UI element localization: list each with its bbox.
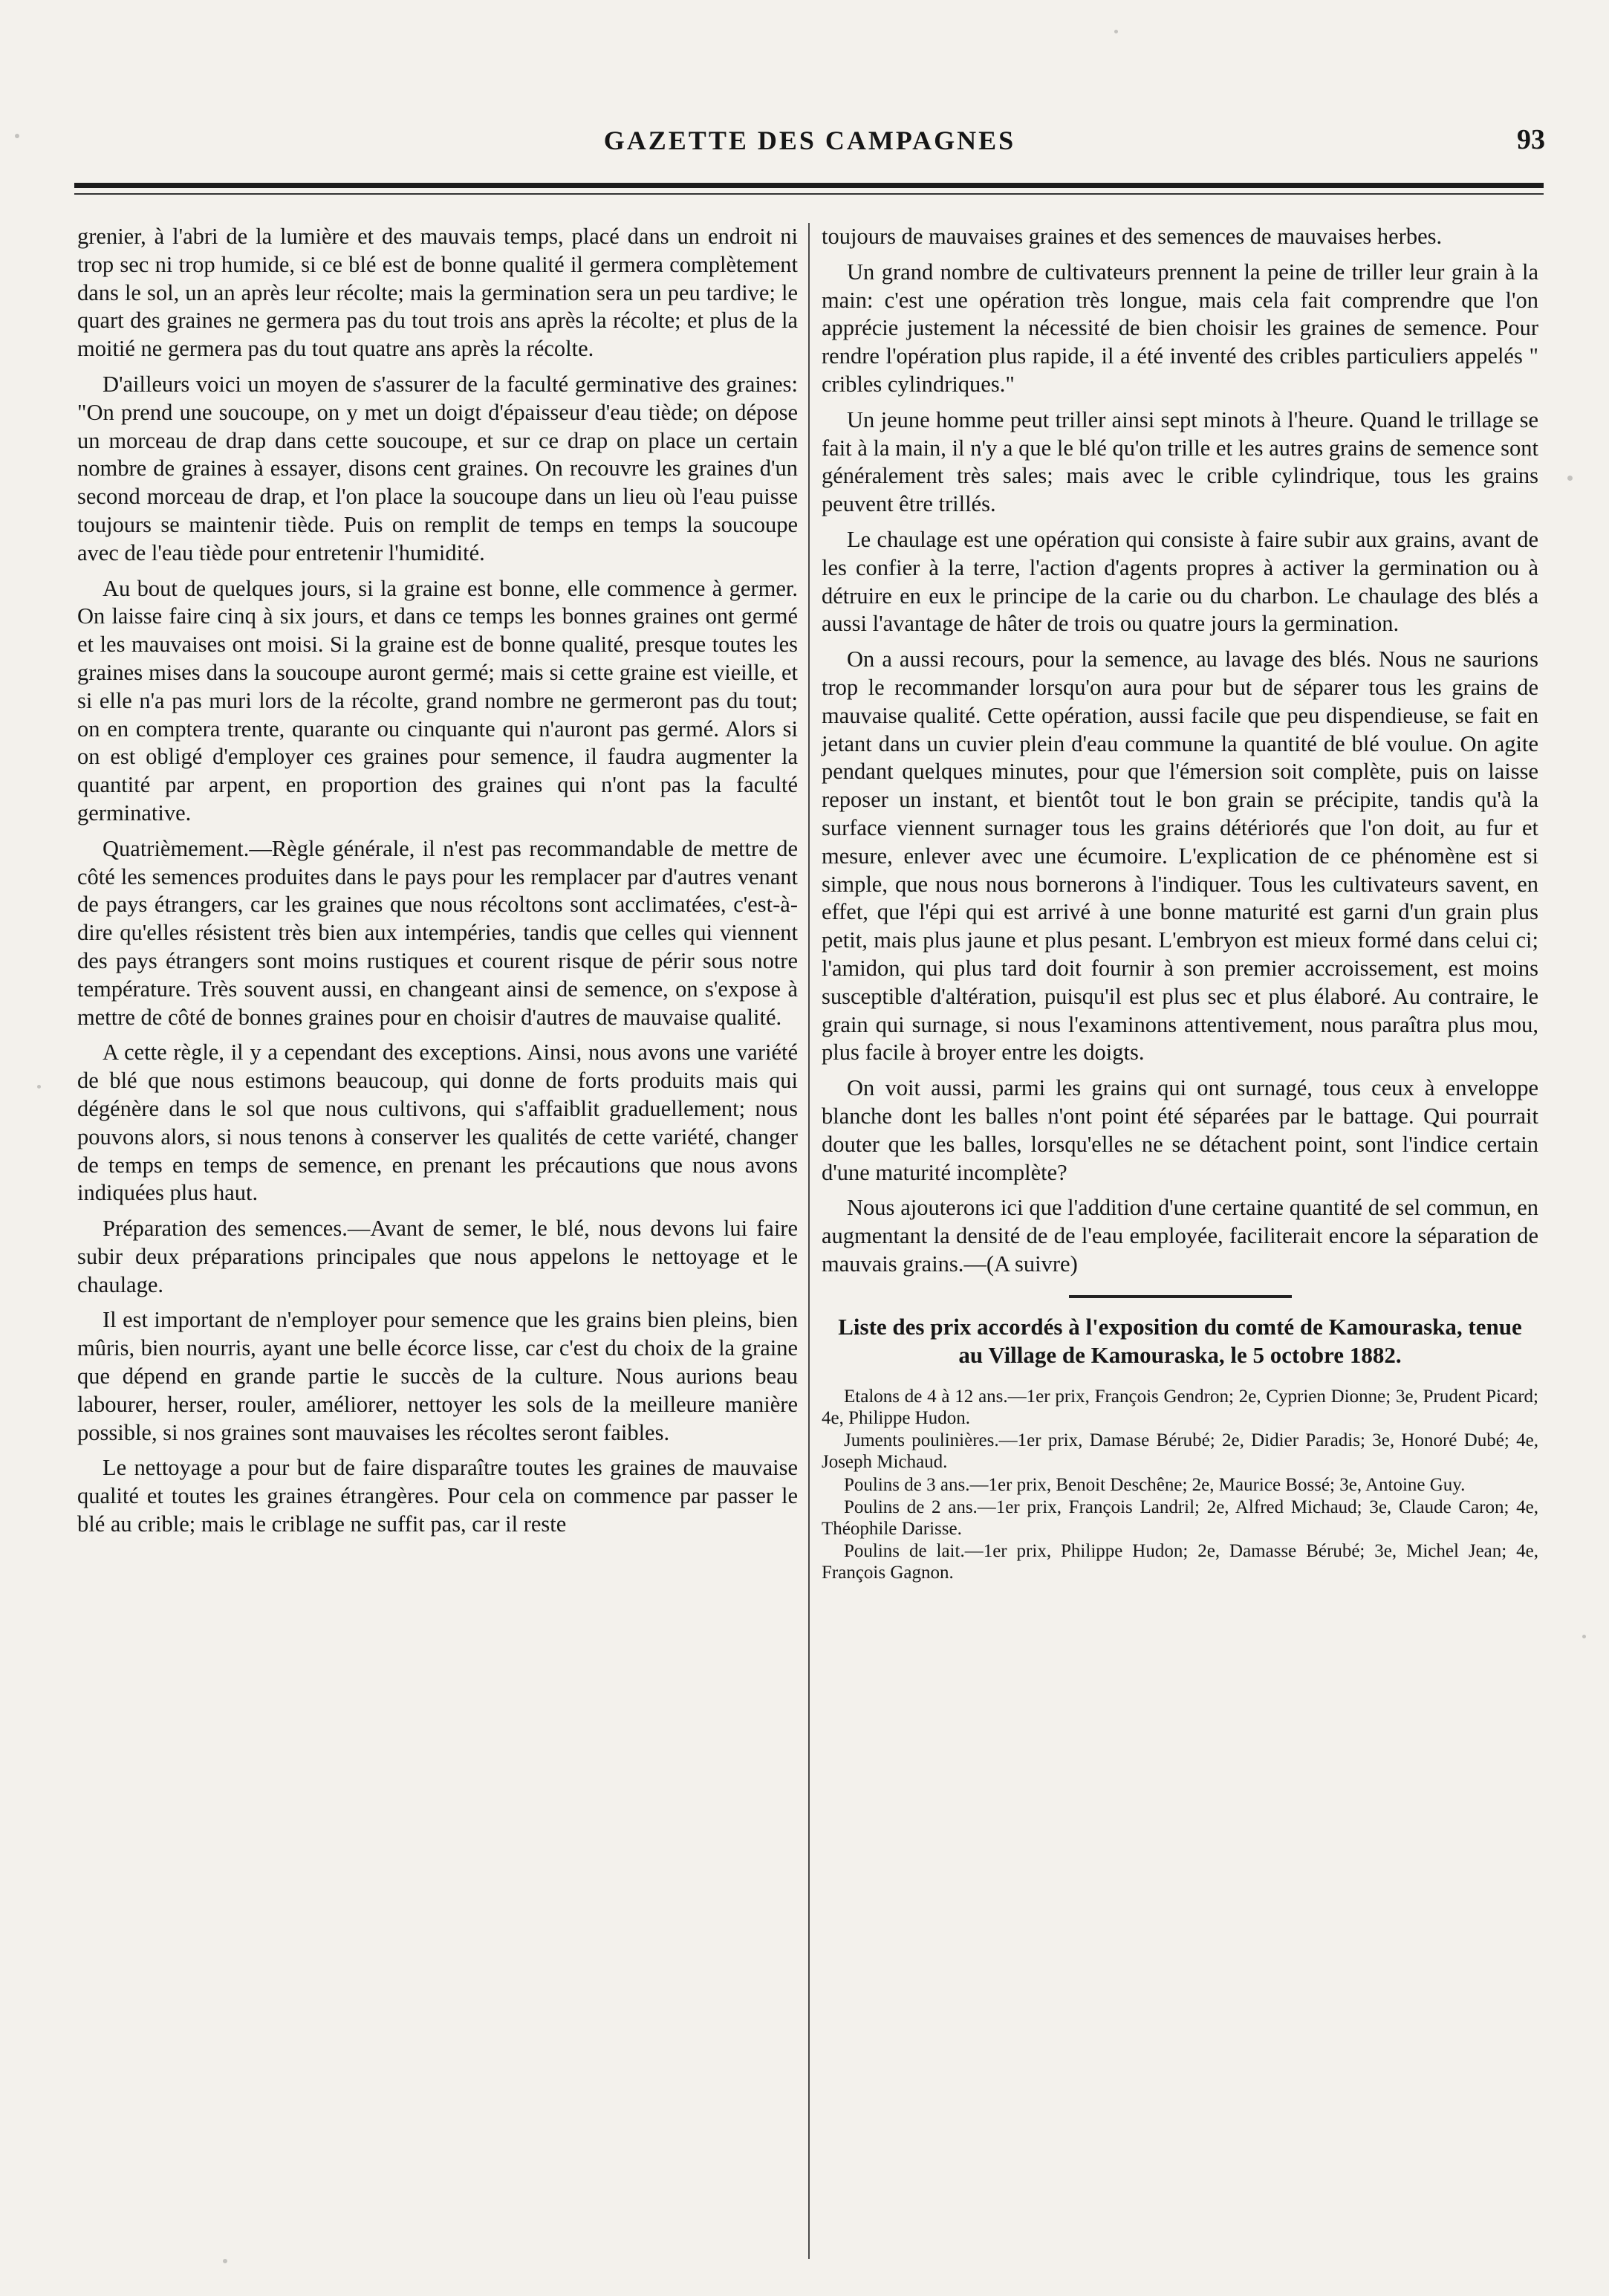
left-column [77,223,798,1546]
paragraph: Un jeune homme peut triller ainsi sept minots à l'heure. Quand le trillage se fait à la main, il n'y a que le blé qu'on trille et les autres grains de semence sont généralement très sales; mais avec le crible cylindrique, tous les grains peuvent être trillés. [822,406,1538,517]
prize-entry: Etalons de 4 à 12 ans.—1er prix, François Gendron; 2e, Cyprien Dionne; 3e, Prudent Picard; 4e, Philippe Hudon. [822,1386,1538,1428]
paragraph: Le nettoyage a pour but de faire disparaître toutes les graines de mauvaise qualité et toutes les graines étrangères. Pour cela on commence par passer le blé au crible; mais le criblage ne suffit pas, car il reste [77,1455,798,1537]
paragraph: Il est important de n'employer pour semence que les grains bien pleins, bien mûris, bien nourris, ayant une belle écorce lisse, car c'est du choix de la graine que dépend en grande partie le succès de la culture. Nous aurions beau labourer, herser, rouler, améliorer, nettoyer les sols de la meilleure manière possible, si nos graines sont mauvaises les récoltes seront faibles. [77,1307,798,1445]
paragraph: Au bout de quelques jours, si la graine est bonne, elle commence à germer. On laisse faire cinq à six jours, et dans ce temps les bonnes graines ont germé et les mauvaises ont moisi. Si la graine est de bonne qualité, presque toutes les graines mises dans la soucoupe auront germé; mais si cette graine est vieille, et si elle n'a pas muri lors de la récolte, grand nombre ne germeront pas du tout; on en comptera trente, quarante ou cinquante qui n'auront pas germé. Alors si on est obligé d'employer ces graines pour semence, il faudra augmenter la quantité par arpent, en proportion des graines qui n'ont pas la faculté germinative. [77,575,798,826]
header-rule-thin [74,193,1544,195]
right-column [822,223,1538,1585]
column-divider [808,223,810,2259]
paragraph: On a aussi recours, pour la semence, au lavage des blés. Nous ne saurions trop le recommander lorsqu'on aura pour but de séparer tous les grains de mauvaise qualité. Cette opération, aussi facile que peu dispendieuse, se fait en jetant dans un cuvier plein d'eau commune la quantité de blé voulue. On agite pendant quelques minutes, pour que l'émersion soit complète, puis on laisse reposer un instant, et bientôt tout le bon grain se précipite, tandis qu'à la surface viennent surnager tous les grains détériorés que l'on doit, au fur et mesure, enlever avec une écumoire. L'explication de ce phénomène est si simple, que nous nous bornerons à l'indiquer. Tous les cultivateurs savent, en effet, que l'épi qui est arrivé à une bonne maturité est garni d'un grain plus petit, mais plus jaune et plus pesant. L'embryon est mieux formé dans celui ci; l'amidon, qui plus tard doit fournir à son premier accroissement, est moins susceptible d'altération, puisqu'il est plus sec et plus élaboré. Au contraire, le grain qui surnage, si nous l'examinons attentivement, nous paraîtra plus mou, plus facile à broyer entre les doigts. [822,646,1538,1066]
print-speck [1582,1635,1586,1638]
section-separator [1069,1295,1292,1298]
paragraph: A cette règle, il y a cependant des exceptions. Ainsi, nous avons une variété de blé que nous estimons beaucoup, qui donne de forts produits mais qui dégénère dans le sol que nous cultivons, qui s'affaiblit graduellement; nous pouvons alors, si nous tenons à conserver les qualités de cette variété, changer de temps en temps de semence, en prenant les précautions que nous avons indiquées plus haut. [77,1040,798,1206]
page-title: GAZETTE DES CAMPAGNES [603,126,1016,155]
prize-entry: Poulins de 3 ans.—1er prix, Benoit Deschêne; 2e, Maurice Bossé; 3e, Antoine Guy. [844,1474,1466,1495]
paragraph: On voit aussi, parmi les grains qui ont surnagé, tous ceux à enveloppe blanche dont les balles n'ont point été séparées par le battage. Qui pourrait douter que les balles, lorsqu'elles ne se détachent point, sont l'indice certain d'une maturité incomplète? [822,1075,1538,1185]
paragraph: Nous ajouterons ici que l'addition d'une certaine quantité de sel commun, en augmentant la densité de de l'eau employée, faciliterait encore la séparation de mauvais grains.—(A suivre) [822,1195,1538,1277]
prize-list-title: Liste des prix accordés à l'exposition du comté de Kamouraska, tenue au Village de Kamouraska, le 5 octobre 1882. [838,1313,1522,1368]
masthead [74,119,1545,163]
paragraph: Le chaulage est une opération qui consiste à faire subir aux grains, avant de les confier à la terre, l'action d'agents propres à activer la germination ou à détruire en eux le principe de la carie ou du charbon. Le chaulage des blés a aussi l'avantage de hâter de trois ou quatre jours la germination. [822,526,1538,637]
page-number: 93 [1517,124,1545,155]
prize-entry: Juments poulinières.—1er prix, Damase Bérubé; 2e, Didier Paradis; 3e, Honoré Dubé; 4e, Joseph Michaud. [822,1430,1538,1473]
paragraph: toujours de mauvaises graines et des semences de mauvaises herbes. [822,224,1443,249]
print-speck [15,134,19,138]
print-speck [1114,30,1118,33]
paragraph: D'ailleurs voici un moyen de s'assurer de la faculté germinative des graines: "On prend une soucoupe, on y met un doigt d'épaisseur d'eau tiède; on dépose un morceau de drap dans cette soucoupe, et sur ce drap on place un certain nombre de graines à essayer, disons cent graines. On recouvre les graines d'un second morceau de drap, et l'on place la soucoupe dans un lieu où l'eau puisse toujours se maintenir tiède. Puis on remplit de temps en temps la soucoupe avec de l'eau tiède pour entretenir l'humidité. [77,371,798,565]
paragraph: Préparation des semences.—Avant de semer, le blé, nous devons lui faire subir deux préparations principales que nous appelons le nettoyage et le chaulage. [77,1216,798,1297]
prize-entry: Poulins de lait.—1er prix, Philippe Hudon; 2e, Damasse Bérubé; 3e, Michel Jean; 4e, François Gagnon. [822,1541,1538,1583]
print-speck [1567,476,1573,481]
paragraph: grenier, à l'abri de la lumière et des mauvais temps, placé dans un endroit ni trop sec ni trop humide, si ce blé est de bonne qualité il germera complètement dans le sol, un an après leur récolte; mais la germination sera un peu tardive; le quart des graines ne germera pas du tout trois ans après la récolte; et plus de la moitié ne germera pas du tout quatre ans après la récolte. [77,224,798,362]
paragraph: Quatrièmement.—Règle générale, il n'est pas recommandable de mettre de côté les semences produites dans le pays pour les remplacer par d'autres venant de pays étrangers, car les graines que nous récoltons sont acclimatées, c'est-à-dire qu'elles résistent très bien aux intempéries, tandis que celles qui viennent des pays étrangers sont moins rustiques et courent risque de périr sous notre température. Très souvent aussi, en changeant ainsi de semence, on s'expose à mettre de côté de bonnes graines pour en choisir d'autres de mauvaise qualité. [77,835,798,1030]
paragraph: Un grand nombre de cultivateurs prennent la peine de triller leur grain à la main: c'est une opération très longue, mais cela fait comprendre que l'on apprécie justement la nécessité de bien choisir les graines de semence. Pour rendre l'opération plus rapide, il a été inventé des cribles particuliers appelés " cribles cylindriques." [822,259,1538,397]
prize-list [822,1386,1538,1584]
prize-entry: Poulins de 2 ans.—1er prix, François Landril; 2e, Alfred Michaud; 3e, Claude Caron; 4e, Théophile Darisse. [822,1496,1538,1539]
print-speck [223,2259,227,2263]
print-speck [37,1085,41,1089]
header-rule-thick [74,183,1544,188]
